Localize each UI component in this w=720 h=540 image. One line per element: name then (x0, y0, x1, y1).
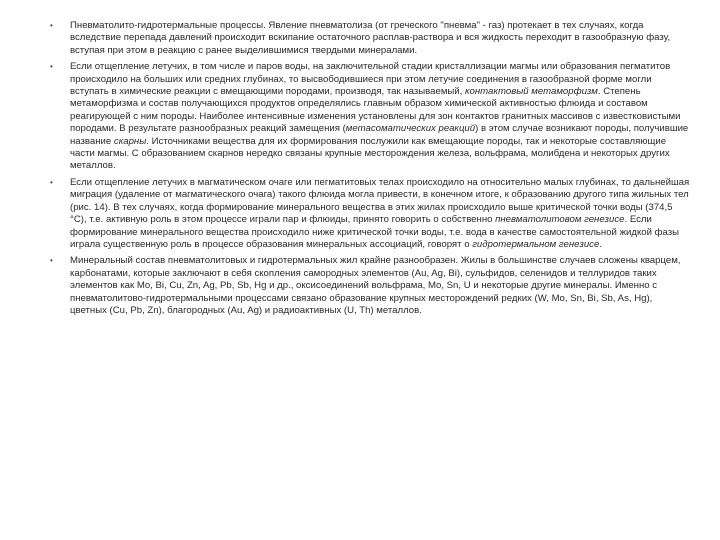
bullet-paragraph (70, 20, 690, 57)
paragraph-text: . Если формирование минерального вещества происходило ниже критической точки воды, т.е. вода в качестве самостоятельной жидкой фазы играла существенную роль в процессе образования минеральных ассоциаций, говорят о (70, 214, 680, 250)
paragraph-text: Пневматолито-гидротермальные процессы. Явление пневматолиза (от греческого "пневма" - газ) протекает в тех случаях, когда вследствие перепада давлений происходит вскипание остаточного расплав-раствора и вся жидкость переходит в газообразную фазу, вступая при этом в реакцию с ранее выделившимися твердыми минералами. (70, 20, 671, 56)
paragraph-text: . (599, 238, 602, 250)
paragraph-text: ) в этом случае возникают породы, получившие название (70, 123, 689, 147)
paragraph-text: Минеральный состав пневматолитовых и гидротермальных жил крайне разнообразен. Жилы в большинстве случаев сложены кварцем, карбонатами, которые заключают в себя скопления самородных элементов (Au, Ag, Bi), сульфидов, селенидов и теллуридов таких элементов как Mo, Bi, Cu, Zn, Ag, Pb, Sb, Hg и др., оксисоединений вольфрама, Mo, Sn, U и некоторые другие минералы. Именно с пневматолитово-гидротермальными процессами связано образование крупных месторождений редких (W, Mo, Sn, Bi, Sb, As, Hg), цветных (Cu, Pb, Zn), благородных (Au, Ag) и радиоактивных (U, Th) металлов. (70, 255, 681, 316)
bullet-list (50, 20, 690, 317)
bullet-dot-icon: • (50, 177, 53, 187)
bullet-paragraph (70, 177, 690, 251)
bullet-dot-icon: • (50, 62, 53, 72)
bullet-dot-icon: • (50, 21, 53, 30)
bullet-paragraph (70, 255, 690, 317)
bullet-item (50, 177, 690, 251)
bullet-dot-icon: • (50, 256, 53, 266)
bullet-item (50, 255, 690, 317)
paragraph-text: Если отщепление летучих, в том числе и паров воды, на заключительной стадии кристаллизации магмы или образования пегматитов происходило на больших или средних глубинах, то высвободившиеся при этом летучие соединения в газообразной форме могли вступать в химические реакции с вмещающими породами, производя, так называемый, (70, 61, 671, 98)
bullet-paragraph (70, 61, 690, 173)
bullet-item (50, 61, 690, 173)
italic-term: скарны (113, 135, 147, 147)
paragraph-text: Если отщепление летучих в магматическом очаге или пегматитовых телах происходило на относительно малых глубинах, то дальнейшая миграция (удаление от магматического очага) такого флюида могла привести, в конечном итоге, к образованию другого типа жильных тел (рис. 14). В тех случаях, когда формирование минерального вещества в этих жилах происходило выше критической точки воды (374,5 °С), т.е. активную роль в этом процессе играли пар и флюиды, принято говорить о собственно (70, 176, 690, 226)
bullet-item (50, 20, 690, 57)
italic-term: контактовый метаморфизм (465, 86, 598, 98)
italic-term: гидротермальном генезисе (472, 238, 600, 250)
paragraph-text: . Источниками вещества для их формирования послужили как вмещающие породы, так и некоторые составляющие части магмы. С образованием скарнов нередко связаны крупные месторождения железа, вольфрама, молибдена и некоторых других металлов. (70, 135, 670, 172)
italic-term: метасоматических реакций (345, 123, 476, 135)
paragraph-text: . Степень метаморфизма и состав получающихся продуктов определялись главным образом химической активностью флюида и составом реагирующей с ним породы. Наиболее интенсивные изменения установлены для зон контактов гранитных массивов с известковистыми породами. В результате разнообразных реакций замещения ( (70, 86, 681, 135)
italic-term: пневматолитовом генезисе (495, 214, 625, 226)
